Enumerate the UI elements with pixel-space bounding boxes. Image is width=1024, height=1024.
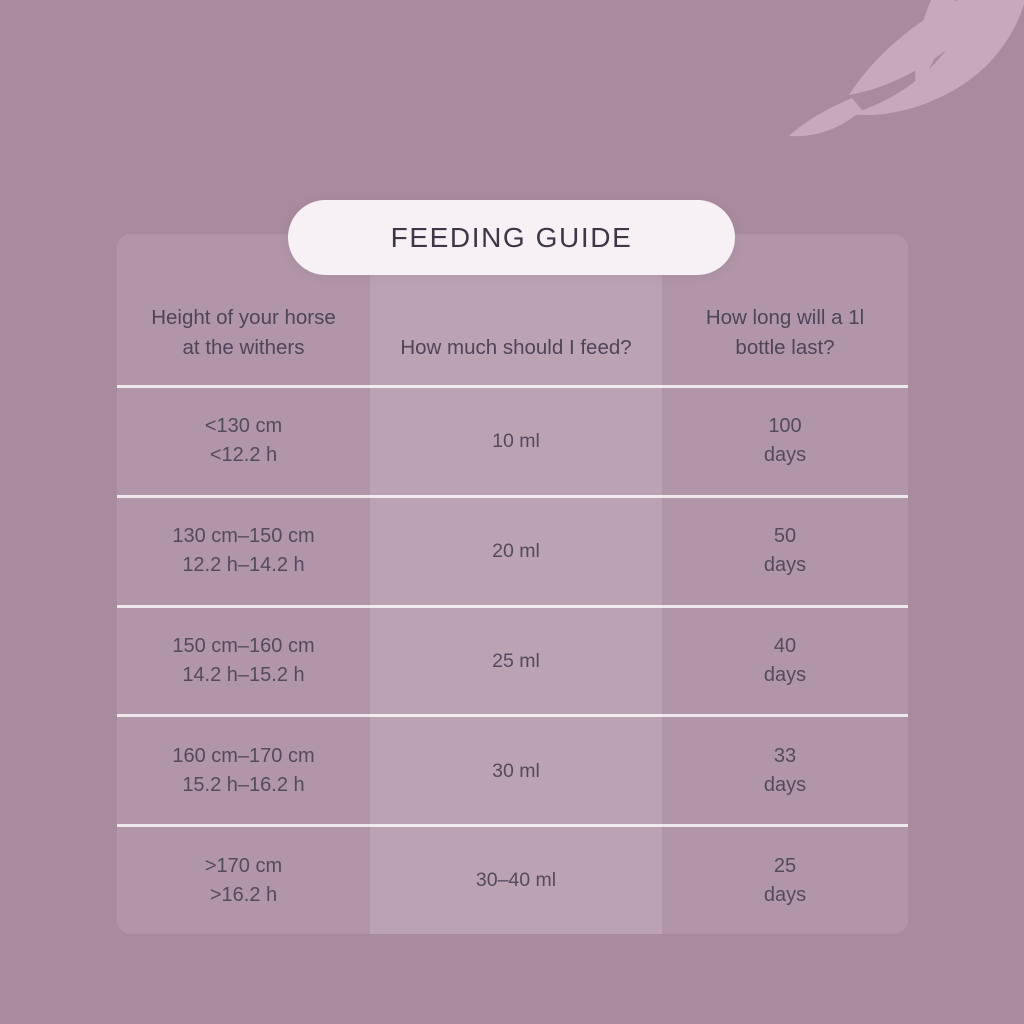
column-header-amount-line1: How much should I feed?: [400, 336, 632, 360]
cell-height: [117, 827, 370, 934]
table-row: [117, 385, 908, 495]
cell-duration-line2: days: [763, 554, 807, 577]
column-header-height-line2: at the withers: [182, 336, 305, 360]
cell-amount: [370, 717, 662, 824]
column-header-duration-line1: How long will a 1l: [705, 306, 865, 330]
cell-amount: [370, 498, 662, 605]
cell-height-line1: 160 cm–170 cm: [172, 744, 315, 767]
cell-duration: [662, 608, 908, 715]
leaf-icon: [654, 0, 1024, 200]
cell-duration: [662, 827, 908, 934]
cell-duration-line2: days: [763, 663, 807, 686]
cell-height-line2: 12.2 h–14.2 h: [182, 554, 305, 577]
cell-height-line2: >16.2 h: [209, 883, 278, 906]
feeding-guide-card: [117, 234, 908, 934]
cell-height: [117, 388, 370, 495]
table-row: [117, 714, 908, 824]
cell-amount-line1: 25 ml: [492, 649, 540, 672]
feeding-guide-table: [117, 234, 908, 934]
cell-height-line1: <130 cm: [204, 415, 283, 438]
cell-height: [117, 717, 370, 824]
cell-duration-line1: 33: [773, 744, 797, 767]
table-row: [117, 495, 908, 605]
cell-duration-line1: 40: [773, 634, 797, 657]
cell-amount: [370, 388, 662, 495]
column-header-height-line1: Height of your horse: [151, 306, 336, 330]
cell-height-line1: 130 cm–150 cm: [172, 525, 315, 548]
cell-amount: [370, 827, 662, 934]
cell-duration-line2: days: [763, 444, 807, 467]
cell-amount-line1: 10 ml: [492, 430, 540, 453]
cell-height-line1: 150 cm–160 cm: [172, 634, 315, 657]
column-header-duration-line2: bottle last?: [735, 336, 835, 360]
cell-height: [117, 498, 370, 605]
page-title: [288, 200, 735, 275]
cell-height-line2: <12.2 h: [209, 444, 278, 467]
cell-amount-line1: 20 ml: [492, 540, 540, 562]
cell-amount-line1: 30–40 ml: [475, 869, 557, 892]
cell-height-line2: 15.2 h–16.2 h: [182, 773, 305, 796]
page-title-text: FEEDING GUIDE: [390, 221, 633, 253]
cell-height-line2: 14.2 h–15.2 h: [182, 663, 305, 686]
cell-duration-line2: days: [763, 773, 807, 796]
cell-duration-line1: 100: [768, 415, 802, 438]
cell-duration-line1: 25: [773, 854, 797, 877]
cell-amount: [370, 608, 662, 715]
table-row: [117, 824, 908, 934]
cell-height: [117, 608, 370, 715]
cell-height-line1: >170 cm: [204, 854, 283, 877]
cell-duration: [662, 717, 908, 824]
cell-duration-line2: days: [763, 883, 807, 906]
cell-duration: [662, 388, 908, 495]
cell-duration: [662, 498, 908, 605]
cell-duration-line1: 50: [773, 525, 797, 548]
cell-amount-line1: 30 ml: [492, 759, 540, 782]
table-row: [117, 605, 908, 715]
